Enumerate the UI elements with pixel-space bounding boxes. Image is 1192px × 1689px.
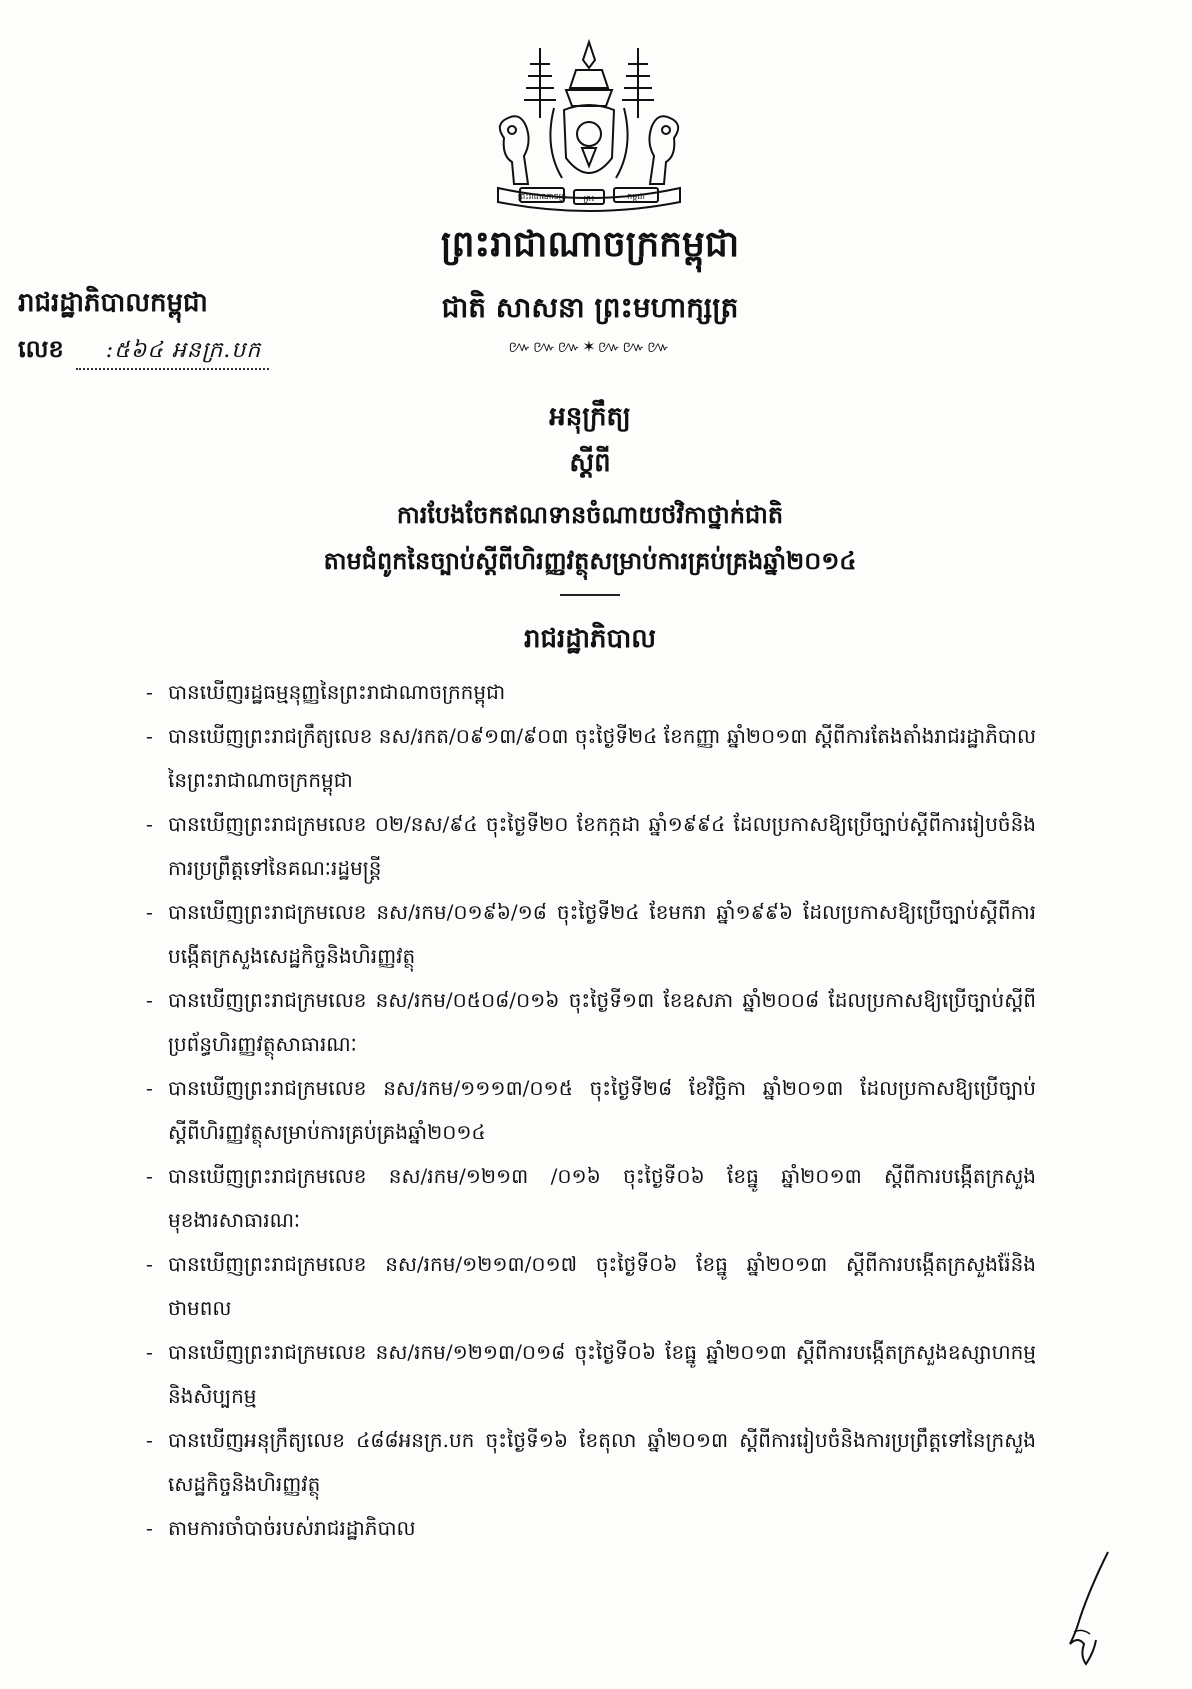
document-subject (130, 492, 1050, 584)
svg-text:ព្រះរាជាណាចក្រ: ព្រះរាជាណាចក្រ (517, 192, 567, 201)
recital-item: - បានឃើញព្រះរាជក្រមលេខ នស/រកម/០៥០៨/០១៦ ចុះថ្ងៃទី១៣ ខែឧសភា ឆ្នាំ២០០៨ ដែលប្រកាសឱ្យប្រើច្បាប់ស្តីពីប្រព័ន្ធហិរញ្ញវត្ថុសាធារណៈ (146, 978, 1036, 1066)
kingdom-title: ព្រះរាជាណាចក្រកម្ពុជា (440, 223, 740, 265)
svg-text:ព្រះ: ព្រះ (583, 194, 595, 203)
recital-item: - បានឃើញព្រះរាជក្រមលេខ នស/រកម/១២១៣/០១៧ ចុះថ្ងៃទី០៦ ខែធ្នូ ឆ្នាំ២០១៣ ស្តីពីការបង្កើតក្រសួងរ៉ែនិងថាមពល (146, 1242, 1036, 1330)
subject-line-2: តាមជំពូកនៃច្បាប់ស្តីពីហិរញ្ញវត្ថុសម្រាប់ការគ្រប់គ្រងឆ្នាំ២០១៤ (323, 546, 857, 575)
recital-item: - បានឃើញព្រះរាជក្រមលេខ នស/រកម/១២១៣ /០១៦ ចុះថ្ងៃទី០៦ ខែធ្នូ ឆ្នាំ២០១៣ ស្តីពីការបង្កើតក្រសួងមុខងារសាធារណៈ (146, 1154, 1036, 1242)
royal-coat-of-arms-icon (484, 38, 694, 216)
recital-item: - បានឃើញព្រះរាជក្រមលេខ នស/រកម/០១៩៦/១៨ ចុះថ្ងៃទី២៤ ខែមករា ឆ្នាំ១៩៩៦ ដែលប្រកាសឱ្យប្រើច្បាប់ស្តីពីការបង្កើតក្រសួងសេដ្ឋកិច្ចនិងហិរញ្ញវត្ថុ (146, 890, 1036, 978)
body-heading: រាជរដ្ឋាភិបាល (523, 624, 657, 654)
svg-text:កម្ពុជា: កម្ពុជា (627, 192, 645, 201)
reference-number-row (18, 334, 269, 370)
signature-mark-icon (1050, 1548, 1120, 1668)
ornament-divider: ៚៚៚✶៚៚៚ (508, 337, 672, 356)
recital-item: - បានឃើញព្រះរាជក្រឹត្យលេខ នស/រកត/០៩១៣/៩០៣ ចុះថ្ងៃទី២៤ ខែកញ្ញា ឆ្នាំ២០១៣ ស្តីពីការតែងតាំងរាជរដ្ឋាភិបាលនៃព្រះរាជាណាចក្រកម្ពុជា (146, 714, 1036, 802)
recital-item: - បានឃើញព្រះរាជក្រមលេខ នស/រកម/១២១៣/០១៨ ចុះថ្ងៃទី០៦ ខែធ្នូ ឆ្នាំ២០១៣ ស្តីពីការបង្កើតក្រសួងឧស្សាហកម្មនិងសិប្បកម្ម (146, 1330, 1036, 1418)
issuing-authority: រាជរដ្ឋាភិបាលកម្ពុជា (18, 288, 208, 318)
national-motto: ជាតិ សាសនា ព្រះមហាក្សត្រ (441, 291, 739, 324)
document-about: ស្តីពី (569, 448, 611, 478)
reference-number: :៥៦៤ អនក្រ.បក (76, 336, 270, 370)
document-type: អនុក្រឹត្យ (549, 402, 631, 432)
recitals-list (146, 670, 1036, 1550)
divider-line (560, 594, 620, 596)
subject-line-1: ការបែងចែកឥណទានចំណាយថវិកាថ្នាក់ជាតិ (396, 500, 784, 529)
recital-item: - បានឃើញរដ្ឋធម្មនុញ្ញនៃព្រះរាជាណាចក្រកម្ពុជា (146, 670, 1036, 714)
recital-item: - បានឃើញអនុក្រឹត្យលេខ ៤៨៨អនក្រ.បក ចុះថ្ងៃទី១៦ ខែតុលា ឆ្នាំ២០១៣ ស្តីពីការរៀបចំនិងការប្រព្រឹត្តទៅនៃក្រសួងសេដ្ឋកិច្ចនិងហិរញ្ញវត្ថុ (146, 1418, 1036, 1506)
reference-label: លេខ (18, 334, 64, 363)
recital-item: - តាមការចាំបាច់របស់រាជរដ្ឋាភិបាល (146, 1506, 1036, 1550)
recital-item: - បានឃើញព្រះរាជក្រមលេខ នស/រកម/១១១៣/០១៥ ចុះថ្ងៃទី២៨ ខែវិច្ឆិកា ឆ្នាំ២០១៣ ដែលប្រកាសឱ្យប្រើច្បាប់ស្តីពីហិរញ្ញវត្ថុសម្រាប់ការគ្រប់គ្រងឆ្នាំ២០១៤ (146, 1066, 1036, 1154)
recital-item: - បានឃើញព្រះរាជក្រមលេខ ០២/នស/៩៤ ចុះថ្ងៃទី២០ ខែកក្កដា ឆ្នាំ១៩៩៤ ដែលប្រកាសឱ្យប្រើច្បាប់ស្តីពីការរៀបចំនិងការប្រព្រឹត្តទៅនៃគណៈរដ្ឋមន្ត្រី (146, 802, 1036, 890)
